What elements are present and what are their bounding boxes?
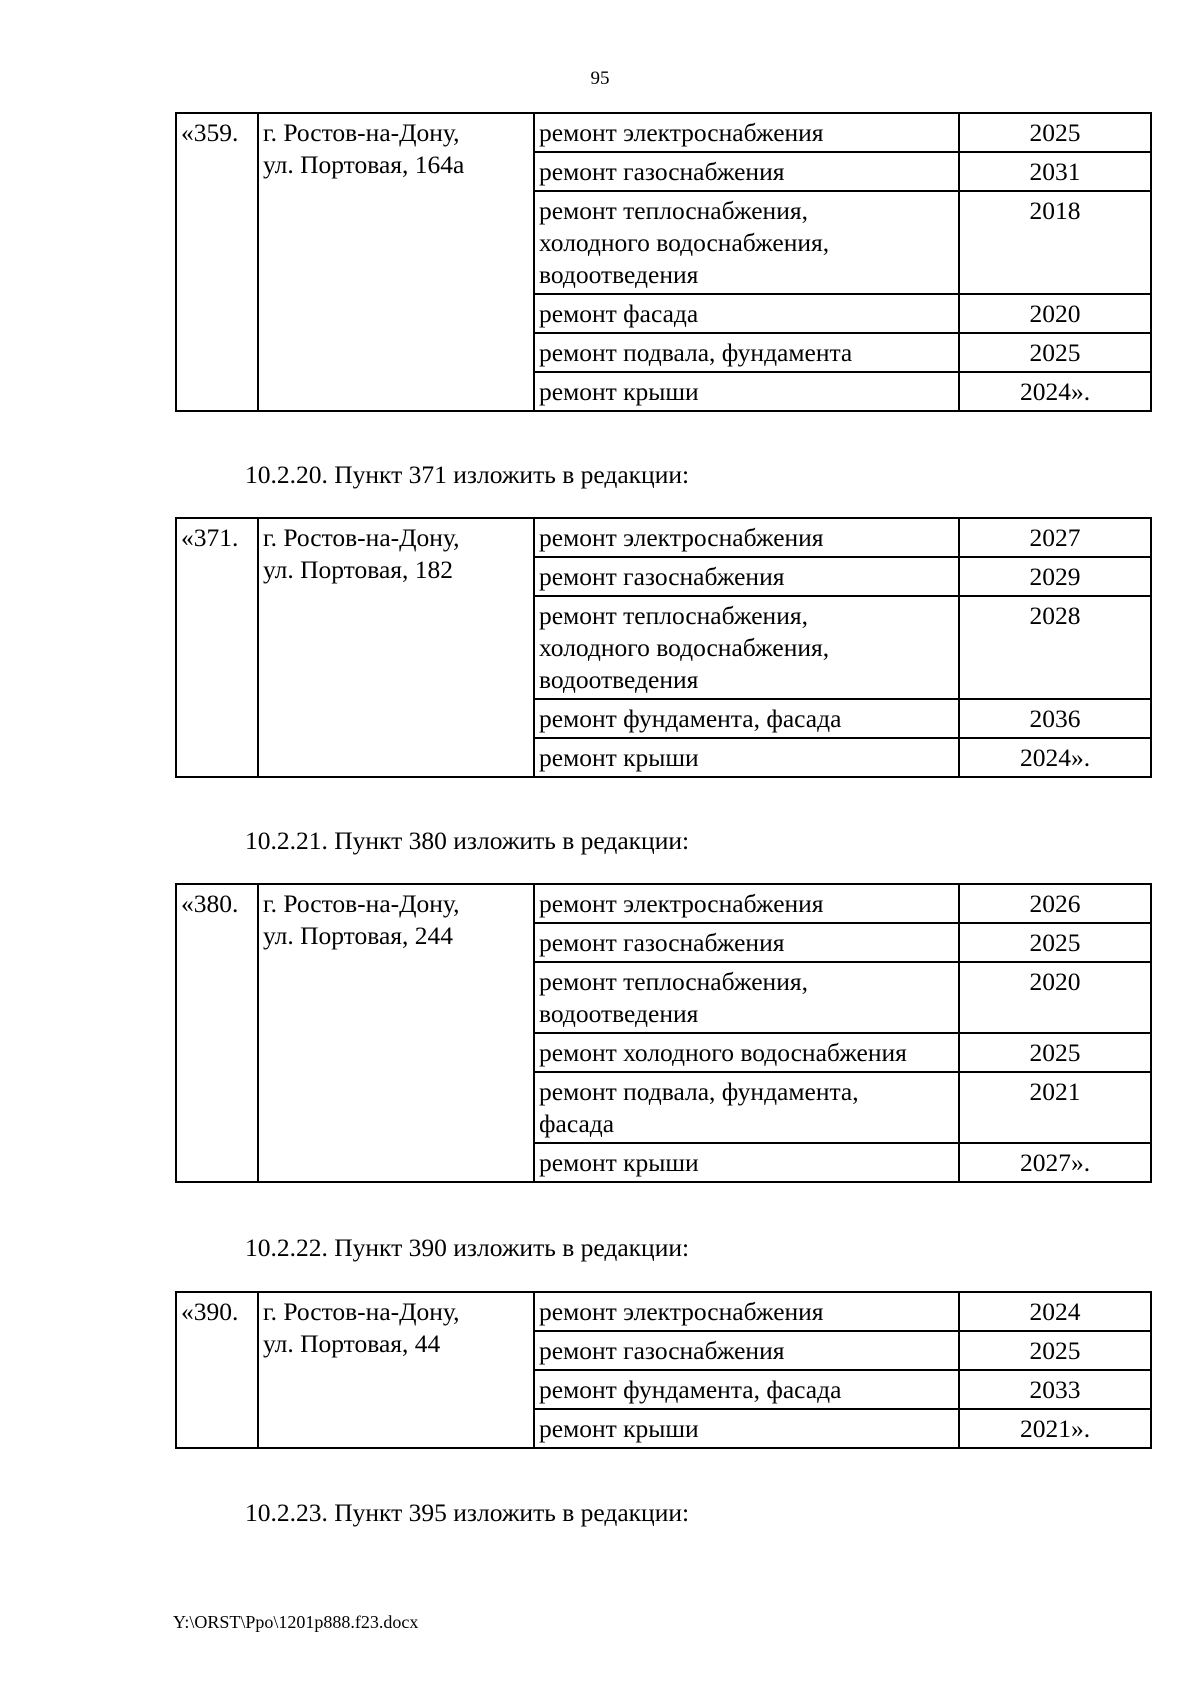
work-year: 2025 xyxy=(959,1331,1151,1370)
work-type: ремонт крыши xyxy=(534,1409,959,1448)
work-year: 2020 xyxy=(959,962,1151,1033)
work-type xyxy=(534,962,959,1033)
work-year: 2028 xyxy=(959,596,1151,699)
repair-table-380 xyxy=(175,883,1152,1183)
work-type-line: фасада xyxy=(539,1109,615,1138)
repair-table-371 xyxy=(175,517,1152,778)
work-type-line: водоотведения xyxy=(539,665,699,694)
work-year: 2027». xyxy=(959,1143,1151,1182)
work-year: 2026 xyxy=(959,884,1151,923)
work-type: ремонт газоснабжения xyxy=(534,1331,959,1370)
work-year: 2024». xyxy=(959,372,1151,411)
address-cell xyxy=(258,884,534,1182)
work-year: 2024 xyxy=(959,1292,1151,1331)
work-type xyxy=(534,1072,959,1143)
address-street: ул. Портовая, 44 xyxy=(263,1329,441,1358)
work-type-line: холодного водоснабжения, xyxy=(539,633,830,662)
work-type: ремонт крыши xyxy=(534,372,959,411)
instruction-text: 10.2.21. Пункт 380 изложить в редакции: xyxy=(245,826,690,855)
address-city: г. Ростов-на-Дону, xyxy=(263,523,460,552)
work-year: 2027 xyxy=(959,518,1151,557)
work-type-line: ремонт теплоснабжения, xyxy=(539,967,808,996)
work-type: ремонт электроснабжения xyxy=(534,518,959,557)
address-cell xyxy=(258,113,534,411)
work-type: ремонт газоснабжения xyxy=(534,923,959,962)
work-year: 2025 xyxy=(959,1033,1151,1072)
address-cell xyxy=(258,518,534,777)
work-year: 2031 xyxy=(959,152,1151,191)
work-type: ремонт электроснабжения xyxy=(534,113,959,152)
work-type: ремонт подвала, фундамента xyxy=(534,333,959,372)
address-street: ул. Портовая, 164а xyxy=(263,150,465,179)
item-number: «380. xyxy=(176,884,258,1182)
address-cell xyxy=(258,1292,534,1448)
work-type: ремонт газоснабжения xyxy=(534,557,959,596)
work-year: 2020 xyxy=(959,294,1151,333)
repair-table-359 xyxy=(175,112,1152,412)
address-city: г. Ростов-на-Дону, xyxy=(263,1297,460,1326)
work-type: ремонт электроснабжения xyxy=(534,1292,959,1331)
work-year: 2033 xyxy=(959,1370,1151,1409)
work-type-line: ремонт теплоснабжения, xyxy=(539,601,808,630)
item-number: «371. xyxy=(176,518,258,777)
table-row xyxy=(176,884,1151,923)
work-type: ремонт фундамента, фасада xyxy=(534,1370,959,1409)
address-city: г. Ростов-на-Дону, xyxy=(263,889,460,918)
work-year: 2025 xyxy=(959,113,1151,152)
address-street: ул. Портовая, 182 xyxy=(263,555,453,584)
work-type: ремонт фасада xyxy=(534,294,959,333)
work-type: ремонт фундамента, фасада xyxy=(534,699,959,738)
work-type xyxy=(534,596,959,699)
work-type xyxy=(534,191,959,294)
work-type-line: холодного водоснабжения, xyxy=(539,228,830,257)
work-year: 2025 xyxy=(959,923,1151,962)
work-type-line: ремонт теплоснабжения, xyxy=(539,196,808,225)
work-type-line: водоотведения xyxy=(539,999,699,1028)
item-number: «359. xyxy=(176,113,258,411)
address-street: ул. Портовая, 244 xyxy=(263,921,453,950)
work-type: ремонт холодного водоснабжения xyxy=(534,1033,959,1072)
table-row xyxy=(176,518,1151,557)
page-number: 95 xyxy=(590,68,610,89)
repair-table-390 xyxy=(175,1291,1152,1449)
work-year: 2029 xyxy=(959,557,1151,596)
work-year: 2018 xyxy=(959,191,1151,294)
work-type: ремонт крыши xyxy=(534,1143,959,1182)
work-year: 2021». xyxy=(959,1409,1151,1448)
table-row xyxy=(176,1292,1151,1331)
work-year: 2036 xyxy=(959,699,1151,738)
instruction-text: 10.2.23. Пункт 395 изложить в редакции: xyxy=(245,1498,690,1527)
file-path-footer: Y:\ORST\Ppo\1201p888.f23.docx xyxy=(173,1612,419,1632)
work-type: ремонт крыши xyxy=(534,738,959,777)
table-row xyxy=(176,113,1151,152)
instruction-text: 10.2.22. Пункт 390 изложить в редакции: xyxy=(245,1233,690,1262)
work-type-line: водоотведения xyxy=(539,260,699,289)
work-year: 2025 xyxy=(959,333,1151,372)
address-city: г. Ростов-на-Дону, xyxy=(263,118,460,147)
work-type-line: ремонт подвала, фундамента, xyxy=(539,1077,859,1106)
item-number: «390. xyxy=(176,1292,258,1448)
work-year: 2024». xyxy=(959,738,1151,777)
work-type: ремонт газоснабжения xyxy=(534,152,959,191)
work-year: 2021 xyxy=(959,1072,1151,1143)
work-type: ремонт электроснабжения xyxy=(534,884,959,923)
instruction-text: 10.2.20. Пункт 371 изложить в редакции: xyxy=(245,460,690,489)
